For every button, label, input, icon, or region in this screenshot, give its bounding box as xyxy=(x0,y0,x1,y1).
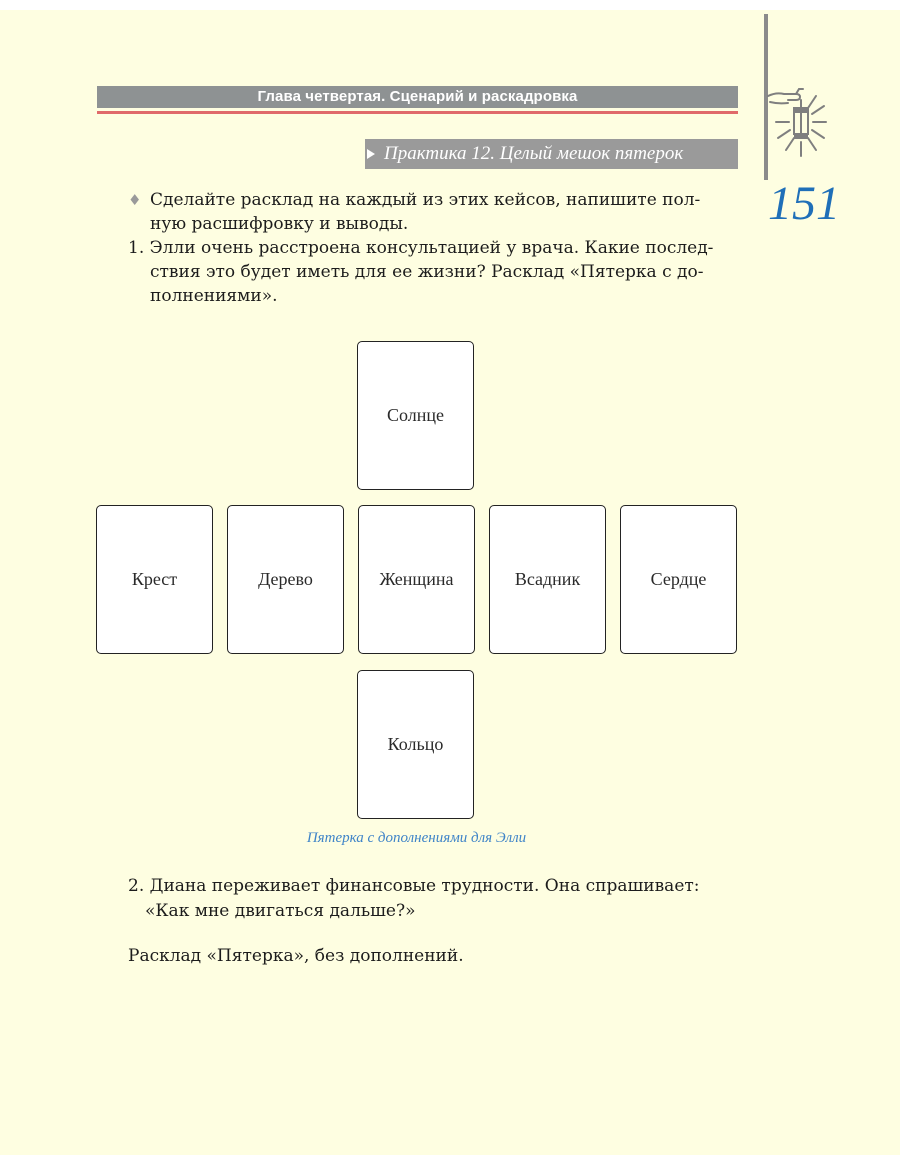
arrow-right-icon xyxy=(367,149,375,159)
card-bottom: Кольцо xyxy=(357,670,474,819)
text-line: полнениями». xyxy=(150,286,278,306)
page-number: 151 xyxy=(768,177,840,230)
text-line: 2. Диана переживает финансовые трудности. Она спрашивает: xyxy=(128,876,700,896)
practice-title: Практика 12. Целый мешок пятерок xyxy=(384,143,684,164)
card-row-1: Крест xyxy=(96,505,213,654)
chapter-title: Глава четвертая. Сценарий и раскадровка xyxy=(97,86,738,108)
text-line: Сделайте расклад на каждый из этих кейсов, напишите пол- xyxy=(150,190,701,210)
text-line: ствия это будет иметь для ее жизни? Расклад «Пятерка с до- xyxy=(150,262,704,282)
text-line: «Как мне двигаться дальше?» xyxy=(145,901,416,921)
card-row-3: Женщина xyxy=(358,505,475,654)
text-line: 1. Элли очень расстроена консультацией у врача. Какие послед- xyxy=(128,238,714,258)
hand-holding-lantern-icon xyxy=(766,84,840,160)
text-line: Расклад «Пятерка», без дополнений. xyxy=(128,946,464,966)
diamond-bullet-icon: ♦ xyxy=(128,191,142,209)
text-line: ную расшифровку и выводы. xyxy=(150,214,409,234)
card-top: Солнце xyxy=(357,341,474,490)
card-row-4: Всадник xyxy=(489,505,606,654)
spread-caption: Пятерка с дополнениями для Элли xyxy=(306,830,527,846)
card-row-2: Дерево xyxy=(227,505,344,654)
card-row-5: Сердце xyxy=(620,505,737,654)
chapter-underline xyxy=(97,111,738,114)
